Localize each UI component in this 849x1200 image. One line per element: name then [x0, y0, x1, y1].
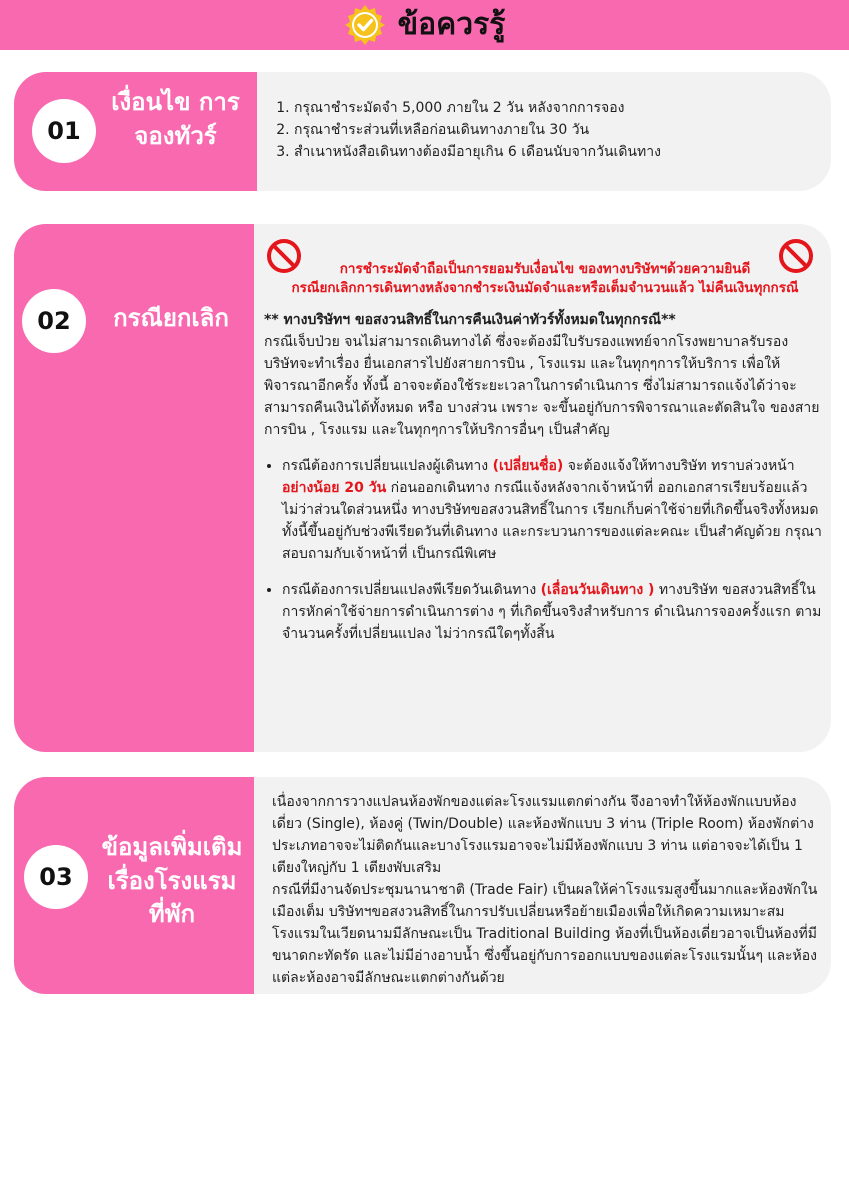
warning-text: กรณียกเลิกการเดินทางหลังจากชำระเงินมัดจำและหรือเต็มจำนวนแล้ว ไม่คืนเงินทุกกรณี — [291, 280, 799, 296]
text-segment: กรณีต้องการเปลี่ยนแปลงผู้เดินทาง — [282, 458, 493, 474]
list-item: 2. กรุณาชำระส่วนที่เหลือก่อนเดินทางภายใน 30 วัน — [294, 119, 816, 141]
section-booking-conditions — [14, 72, 831, 191]
trade-fair-paragraph: กรณีที่มีงานจัดประชุมนานาชาติ (Trade Fair) เป็นผลให้ค่าโรงแรมสูงขึ้นมากและห้องพักในเมืองเต็ม บริษัทฯขอสงวนสิทธิ์ในการปรับเปลี่ยนหรือย้ายเมืองเพื่อให้เกิดความเหมาะสม โรงแรมในเวียดนามมีลักษณะเป็น Traditional Building ห้องที่เป็นห้องเดี่ยวอาจเป็นห้องที่มีขนาดกะทัดรัด และไม่มีอ่างอาบน้ำ ซึ่งขึ้นอยู่กับการออกแบบของแต่ละโรงแรมนั้นๆ และห้องแต่ละห้องอาจมีลักษณะแตกต่างกันด้วย — [272, 882, 818, 986]
list-item: 3. สำเนาหนังสือเดินทางต้องมีอายุเกิน 6 เดือนนับจากวันเดินทาง — [294, 141, 816, 163]
section-cancellation — [14, 224, 831, 752]
highlight-text: อย่างน้อย 20 วัน — [282, 480, 387, 496]
check-badge-icon — [344, 4, 386, 46]
refund-note: ** ทางบริษัทฯ ขอสงวนสิทธิ์ในการคืนเงินค่าทัวร์ทั้งหมดในทุกกรณี** — [264, 312, 676, 328]
section-body — [272, 791, 824, 989]
text-segment: กรณีต้องการเปลี่ยนแปลงพีเรียดวันเดินทาง — [282, 582, 541, 598]
section-title: กรณียกเลิก — [113, 304, 229, 332]
list-item — [282, 579, 824, 645]
header-content — [344, 4, 506, 46]
list-item — [282, 455, 824, 565]
text-segment: ทางบริษัท ขอสงวนสิทธิ์ในการหักค่าใช้จ่ายการดำเนินการต่าง ๆ ที่เกิดขึ้นจริงสำหรับการ ดำเนินการจองครั้งแรก ตามจำนวนครั้งที่เปลี่ยนแปลง ไม่ว่ากรณีใดๆทั้งสิ้น — [282, 582, 822, 642]
warning-text: การชำระมัดจำถือเป็นการยอมรับเงื่อนไข ของทางบริษัทฯด้วยความยินดี — [339, 261, 751, 277]
list-item: 1. กรุณาชำระมัดจำ 5,000 ภายใน 2 วัน หลังจากการจอง — [294, 97, 816, 119]
header-bar — [0, 0, 849, 50]
illness-paragraph: กรณีเจ็บป่วย จนไม่สามารถเดินทางได้ ซึ่งจะต้องมีใบรับรองแพทย์จากโรงพยาบาลรับรอง บริษัทจะทำเรื่อง ยื่นเอกสารไปยังสายการบิน , โรงแรม และในทุกๆการให้บริการ เพื่อให้พิจารณาอีกครั้ง ทั้งนี้ อาจจะต้องใช้ระยะเวลาในการดำเนินการ ซึ่งไม่สามารถแจ้งได้ว่าจะสามารถคืนเงินได้ทั้งหมด หรือ บางส่วน เพราะ จะขึ้นอยู่กับการพิจารณาและตัดสินใจ ของสายการบิน , โรงแรม และในทุกๆการให้บริการอื่นๆ เป็นสำคัญ — [264, 334, 820, 438]
section-title: ข้อมูลเพิ่มเติม เรื่องโรงแรม ที่พัก — [101, 833, 243, 929]
text-segment: จะต้องแจ้งให้ทางบริษัท ทราบล่วงหน้า — [563, 458, 795, 474]
condition-list — [276, 97, 816, 163]
section-number: 03 — [24, 845, 88, 909]
room-type-paragraph: เนื่องจากการวางแปลนห้องพักของแต่ละโรงแรมแตกต่างกัน จึงอาจทำให้ห้องพักแบบห้องเดี่ยว (Single), ห้องคู่ (Twin/Double) และห้องพักแบบ 3 ท่าน (Triple Room) ห้องพักต่างประเภทอาจจะไม่ติดกันและบางโรงแรมอาจจะไม่มีห้องพักแบบ 3 ท่าน แต่อาจจะได้เป็น 1 เตียงใหญ่กับ 1 เตียงพับเสริม — [272, 794, 814, 876]
section-hotel-info — [14, 777, 831, 994]
section-number: 01 — [32, 99, 96, 163]
change-policy-list — [264, 455, 824, 645]
highlight-text: (เปลี่ยนชื่อ) — [492, 458, 564, 474]
section-body — [276, 97, 816, 163]
section-title: เงื่อนไข การจองทัวร์ — [111, 88, 240, 150]
section-number: 02 — [22, 289, 86, 353]
highlight-text: (เลื่อนวันเดินทาง ) — [540, 582, 655, 598]
page-title: ข้อควรรู้ — [397, 7, 506, 42]
text-segment: ก่อนออกเดินทาง กรณีแจ้งหลังจากเจ้าหน้าที่ ออกเอกสารเรียบร้อยแล้ว ไม่ว่าส่วนใดส่วนหนึ่ง ทางบริษัทขอสงวนสิทธิ์ในการ เรียกเก็บค่าใช้จ่ายที่เกิดขึ้นจริงทั้งหมด ทั้งนี้ขึ้นอยู่กับช่วงพีเรียดวันที่เดินทาง และกระบวนการของแต่ละคณะ เป็นสำคัญด้วย กรุณาสอบถามกับเจ้าหน้าที่ เป็นกรณีพิเศษ — [282, 480, 822, 562]
section-body — [264, 309, 824, 659]
